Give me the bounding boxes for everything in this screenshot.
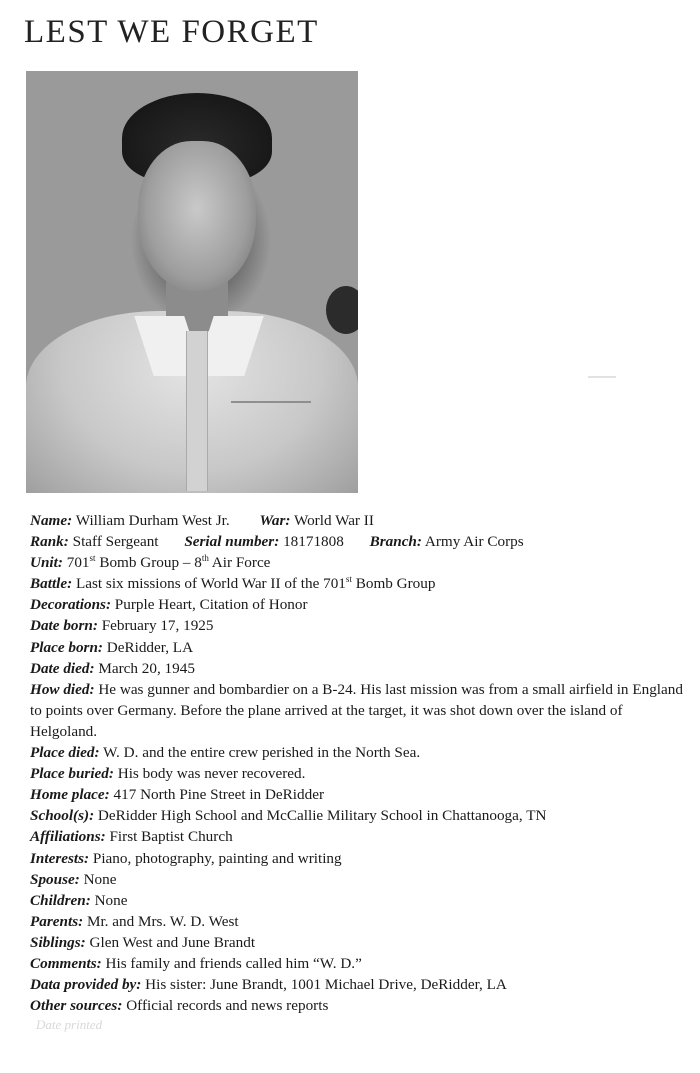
battle-label: Battle: — [30, 575, 73, 593]
comments-label: Comments: — [30, 954, 102, 972]
war-label: War: — [259, 512, 291, 529]
field-row-comments — [30, 953, 690, 974]
children-label: Children: — [30, 891, 91, 909]
field-row-other-sources — [30, 995, 690, 1016]
date-born-label: Date born: — [30, 617, 98, 635]
decorations-value: Purple Heart, Citation of Honor — [114, 596, 308, 614]
parents-value: Mr. and Mrs. W. D. West — [86, 912, 239, 930]
place-died-label: Place died: — [30, 744, 100, 762]
affiliations-value: First Baptist Church — [109, 828, 233, 846]
branch-label: Branch: — [369, 533, 422, 551]
battle-value: Last six missions of World War II of the 701st Bomb Group — [75, 574, 436, 593]
field-row-place-died — [30, 742, 690, 763]
field-row-data-provided — [30, 974, 690, 995]
field-row-unit — [30, 552, 690, 573]
rank-value: Staff Sergeant — [72, 533, 159, 551]
photo-pocket — [231, 401, 311, 423]
field-row-spouse — [30, 869, 690, 890]
siblings-label: Siblings: — [30, 933, 86, 951]
comments-value: His family and friends called him “W. D.” — [105, 954, 362, 972]
interests-label: Interests: — [30, 849, 90, 867]
decorations-label: Decorations: — [30, 596, 111, 614]
schools-value: DeRidder High School and McCallie Military School in Chattanooga, TN — [97, 807, 547, 825]
parents-label: Parents: — [30, 912, 84, 930]
data-provided-label: Data provided by: — [30, 976, 142, 994]
field-row-name — [30, 510, 690, 531]
faint-footer-text: Date printed — [36, 1017, 103, 1032]
photo-tie — [186, 331, 208, 491]
data-provided-value: His sister: June Brandt, 1001 Michael Drive, DeRidder, LA — [145, 976, 507, 994]
page-title: LEST WE FORGET — [24, 14, 319, 50]
home-place-value: 417 North Pine Street in DeRidder — [113, 786, 324, 804]
children-value: None — [94, 891, 128, 909]
date-died-value: March 20, 1945 — [98, 659, 195, 677]
field-row-interests — [30, 848, 690, 869]
date-born-value: February 17, 1925 — [101, 617, 214, 635]
field-row-decorations — [30, 594, 690, 615]
field-row-place-born — [30, 637, 690, 658]
how-died-value: He was gunner and bombardier on a B-24. His last mission was from a small airfield in England to points over Germany. Before the plane arrived at the target, it was shot down over the island of Helgoland. — [30, 680, 683, 740]
unit-value: 701st Bomb Group – 8th Air Force — [66, 553, 271, 572]
interests-value: Piano, photography, painting and writing — [92, 849, 342, 867]
other-sources-label: Other sources: — [30, 997, 123, 1015]
place-born-label: Place born: — [30, 638, 103, 656]
field-row-date-born — [30, 615, 690, 636]
field-row-parents — [30, 911, 690, 932]
unit-label: Unit: — [30, 554, 63, 572]
place-buried-value: His body was never recovered. — [117, 765, 306, 783]
war-value: World War II — [293, 512, 374, 529]
field-row-date-died — [30, 658, 690, 679]
field-row-schools — [30, 805, 690, 826]
photo-face — [138, 141, 256, 291]
field-row-siblings — [30, 932, 690, 953]
scan-smudge — [588, 376, 616, 378]
place-buried-label: Place buried: — [30, 765, 114, 783]
affiliations-label: Affiliations: — [30, 828, 106, 846]
other-sources-value: Official records and news reports — [126, 997, 329, 1015]
field-row-how-died — [30, 679, 690, 742]
name-value: William Durham West Jr. — [75, 512, 230, 529]
field-row-children — [30, 890, 690, 911]
date-died-label: Date died: — [30, 659, 95, 677]
spouse-value: None — [83, 870, 117, 888]
field-row-place-buried — [30, 763, 690, 784]
serial-label: Serial number: — [184, 533, 280, 551]
field-row-affiliations — [30, 826, 690, 847]
branch-value: Army Air Corps — [424, 533, 524, 551]
schools-label: School(s): — [30, 807, 95, 825]
place-born-value: DeRidder, LA — [106, 638, 194, 656]
home-place-label: Home place: — [30, 786, 110, 804]
field-row-home-place — [30, 784, 690, 805]
portrait-photo — [26, 71, 358, 493]
field-row-rank — [30, 531, 690, 552]
name-label: Name: — [30, 512, 73, 529]
siblings-value: Glen West and June Brandt — [89, 933, 256, 951]
record-fields — [30, 510, 690, 1016]
place-died-value: W. D. and the entire crew perished in the North Sea. — [103, 744, 421, 762]
serial-value: 18171808 — [283, 533, 344, 551]
how-died-label: How died: — [30, 680, 95, 698]
field-row-battle — [30, 573, 690, 594]
spouse-label: Spouse: — [30, 870, 80, 888]
photo-shoulder-patch — [326, 286, 358, 334]
rank-label: Rank: — [30, 533, 69, 551]
